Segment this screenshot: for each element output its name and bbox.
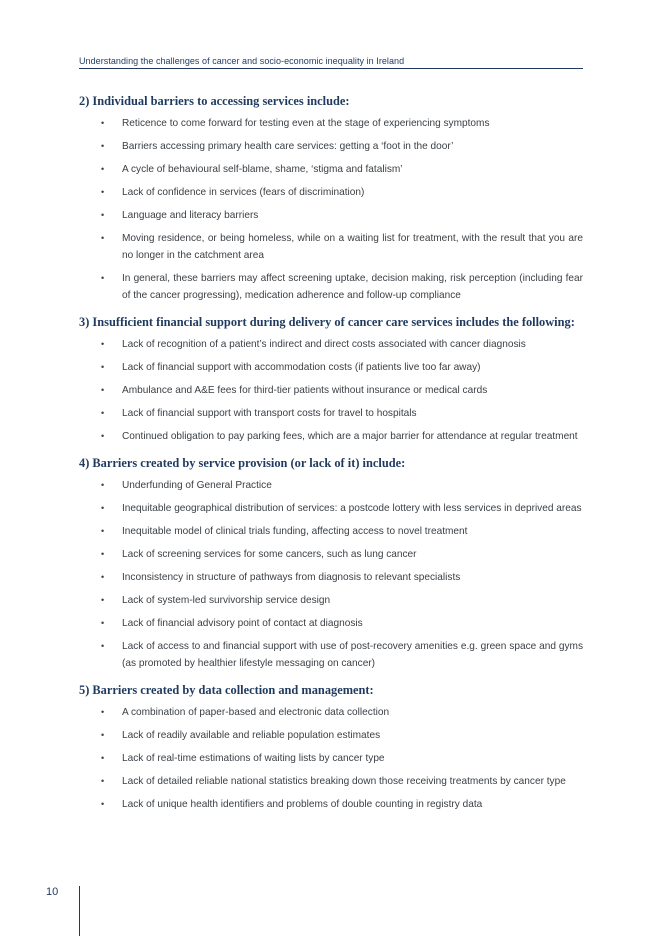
section-heading: 4) Barriers created by service provision (or lack of it) include:: [79, 456, 406, 470]
bullet-icon: •: [101, 618, 105, 628]
list-item-text: Lack of readily available and reliable population estimates: [122, 730, 381, 741]
bullet-list: [79, 704, 583, 813]
list-item-text: Moving residence, or being homeless, while on a waiting list for treatment, with the result that you are no longer in the catchment area: [122, 233, 583, 261]
list-item: [79, 359, 583, 376]
bullet-icon: •: [101, 187, 105, 197]
bullet-icon: •: [101, 164, 105, 174]
bullet-icon: •: [101, 730, 105, 740]
bullet-icon: •: [101, 753, 105, 763]
section-service-provision: [79, 455, 583, 672]
footer-divider: [79, 886, 80, 936]
list-item-text: Barriers accessing primary health care services: getting a ‘foot in the door’: [122, 141, 454, 152]
bullet-icon: •: [101, 233, 105, 243]
list-item: [79, 477, 583, 494]
list-item: [79, 592, 583, 609]
list-item-text: A combination of paper-based and electronic data collection: [122, 707, 390, 718]
list-item: [79, 569, 583, 586]
list-item-text: Lack of real-time estimations of waiting lists by cancer type: [122, 753, 385, 764]
list-item: [79, 523, 583, 540]
list-item: [79, 500, 583, 517]
list-item-text: Underfunding of General Practice: [122, 480, 272, 491]
list-item-text: Lack of unique health identifiers and problems of double counting in registry data: [122, 799, 483, 810]
document-body: [79, 93, 583, 823]
list-item-text: Lack of financial support with accommodation costs (if patients live too far away): [122, 362, 481, 373]
bullet-icon: •: [101, 339, 105, 349]
section-heading: 2) Individual barriers to accessing services include:: [79, 94, 350, 108]
list-item-text: Inequitable geographical distribution of services: a postcode lottery with less services in deprived areas: [122, 503, 582, 514]
section-individual-barriers: [79, 93, 583, 304]
list-item: [79, 727, 583, 744]
list-item: [79, 207, 583, 224]
bullet-icon: •: [101, 408, 105, 418]
bullet-icon: •: [101, 118, 105, 128]
bullet-list: [79, 115, 583, 304]
list-item-text: Lack of system-led survivorship service design: [122, 595, 331, 606]
bullet-icon: •: [101, 273, 105, 283]
list-item: [79, 615, 583, 632]
section-financial-support: [79, 314, 583, 445]
list-item: [79, 704, 583, 721]
list-item: [79, 773, 583, 790]
list-item: [79, 750, 583, 767]
bullet-icon: •: [101, 431, 105, 441]
list-item: [79, 230, 583, 264]
bullet-icon: •: [101, 549, 105, 559]
list-item-text: Lack of detailed reliable national statistics breaking down those receiving treatments by cancer type: [122, 776, 566, 787]
bullet-list: [79, 336, 583, 445]
bullet-icon: •: [101, 141, 105, 151]
list-item: [79, 161, 583, 178]
list-item-text: Reticence to come forward for testing even at the stage of experiencing symptoms: [122, 118, 490, 129]
list-item-text: Lack of access to and financial support with use of post-recovery amenities e.g. green space and gyms (as promoted by healthier lifestyle messaging on cancer): [122, 641, 583, 669]
list-item: [79, 115, 583, 132]
list-item-text: Lack of financial support with transport costs for travel to hospitals: [122, 408, 417, 419]
bullet-icon: •: [101, 572, 105, 582]
list-item-text: Ambulance and A&E fees for third-tier patients without insurance or medical cards: [122, 385, 488, 396]
bullet-icon: •: [101, 595, 105, 605]
bullet-icon: •: [101, 480, 105, 490]
bullet-icon: •: [101, 526, 105, 536]
list-item-text: Lack of financial advisory point of contact at diagnosis: [122, 618, 363, 629]
bullet-icon: •: [101, 799, 105, 809]
list-item: [79, 382, 583, 399]
section-data-collection: [79, 682, 583, 813]
bullet-icon: •: [101, 210, 105, 220]
bullet-list: [79, 477, 583, 672]
list-item-text: Continued obligation to pay parking fees, which are a major barrier for attendance at regular treatment: [122, 431, 578, 442]
bullet-icon: •: [101, 641, 105, 651]
list-item-text: Lack of confidence in services (fears of discrimination): [122, 187, 365, 198]
list-item-text: Lack of recognition of a patient’s indirect and direct costs associated with cancer diagnosis: [122, 339, 526, 350]
bullet-icon: •: [101, 503, 105, 513]
list-item: [79, 138, 583, 155]
list-item-text: Inconsistency in structure of pathways from diagnosis to relevant specialists: [122, 572, 461, 583]
bullet-icon: •: [101, 707, 105, 717]
list-item: [79, 184, 583, 201]
list-item-text: Language and literacy barriers: [122, 210, 259, 221]
list-item-text: In general, these barriers may affect screening uptake, decision making, risk perception (including fear of the cancer progressing), medication adherence and follow-up compliance: [122, 273, 583, 301]
section-heading: 3) Insufficient financial support during delivery of cancer care services includes the following:: [79, 315, 575, 329]
bullet-icon: •: [101, 385, 105, 395]
list-item: [79, 270, 583, 304]
list-item-text: A cycle of behavioural self-blame, shame, ‘stigma and fatalism’: [122, 164, 403, 175]
page-number: 10: [46, 886, 59, 898]
list-item: [79, 428, 583, 445]
list-item: [79, 796, 583, 813]
list-item: [79, 638, 583, 672]
list-item: [79, 336, 583, 353]
list-item: [79, 405, 583, 422]
list-item-text: Lack of screening services for some cancers, such as lung cancer: [122, 549, 417, 560]
bullet-icon: •: [101, 362, 105, 372]
list-item: [79, 546, 583, 563]
bullet-icon: •: [101, 776, 105, 786]
running-header: Understanding the challenges of cancer and socio-economic inequality in Ireland: [79, 56, 583, 69]
list-item-text: Inequitable model of clinical trials funding, affecting access to novel treatment: [122, 526, 468, 537]
section-heading: 5) Barriers created by data collection and management:: [79, 683, 374, 697]
